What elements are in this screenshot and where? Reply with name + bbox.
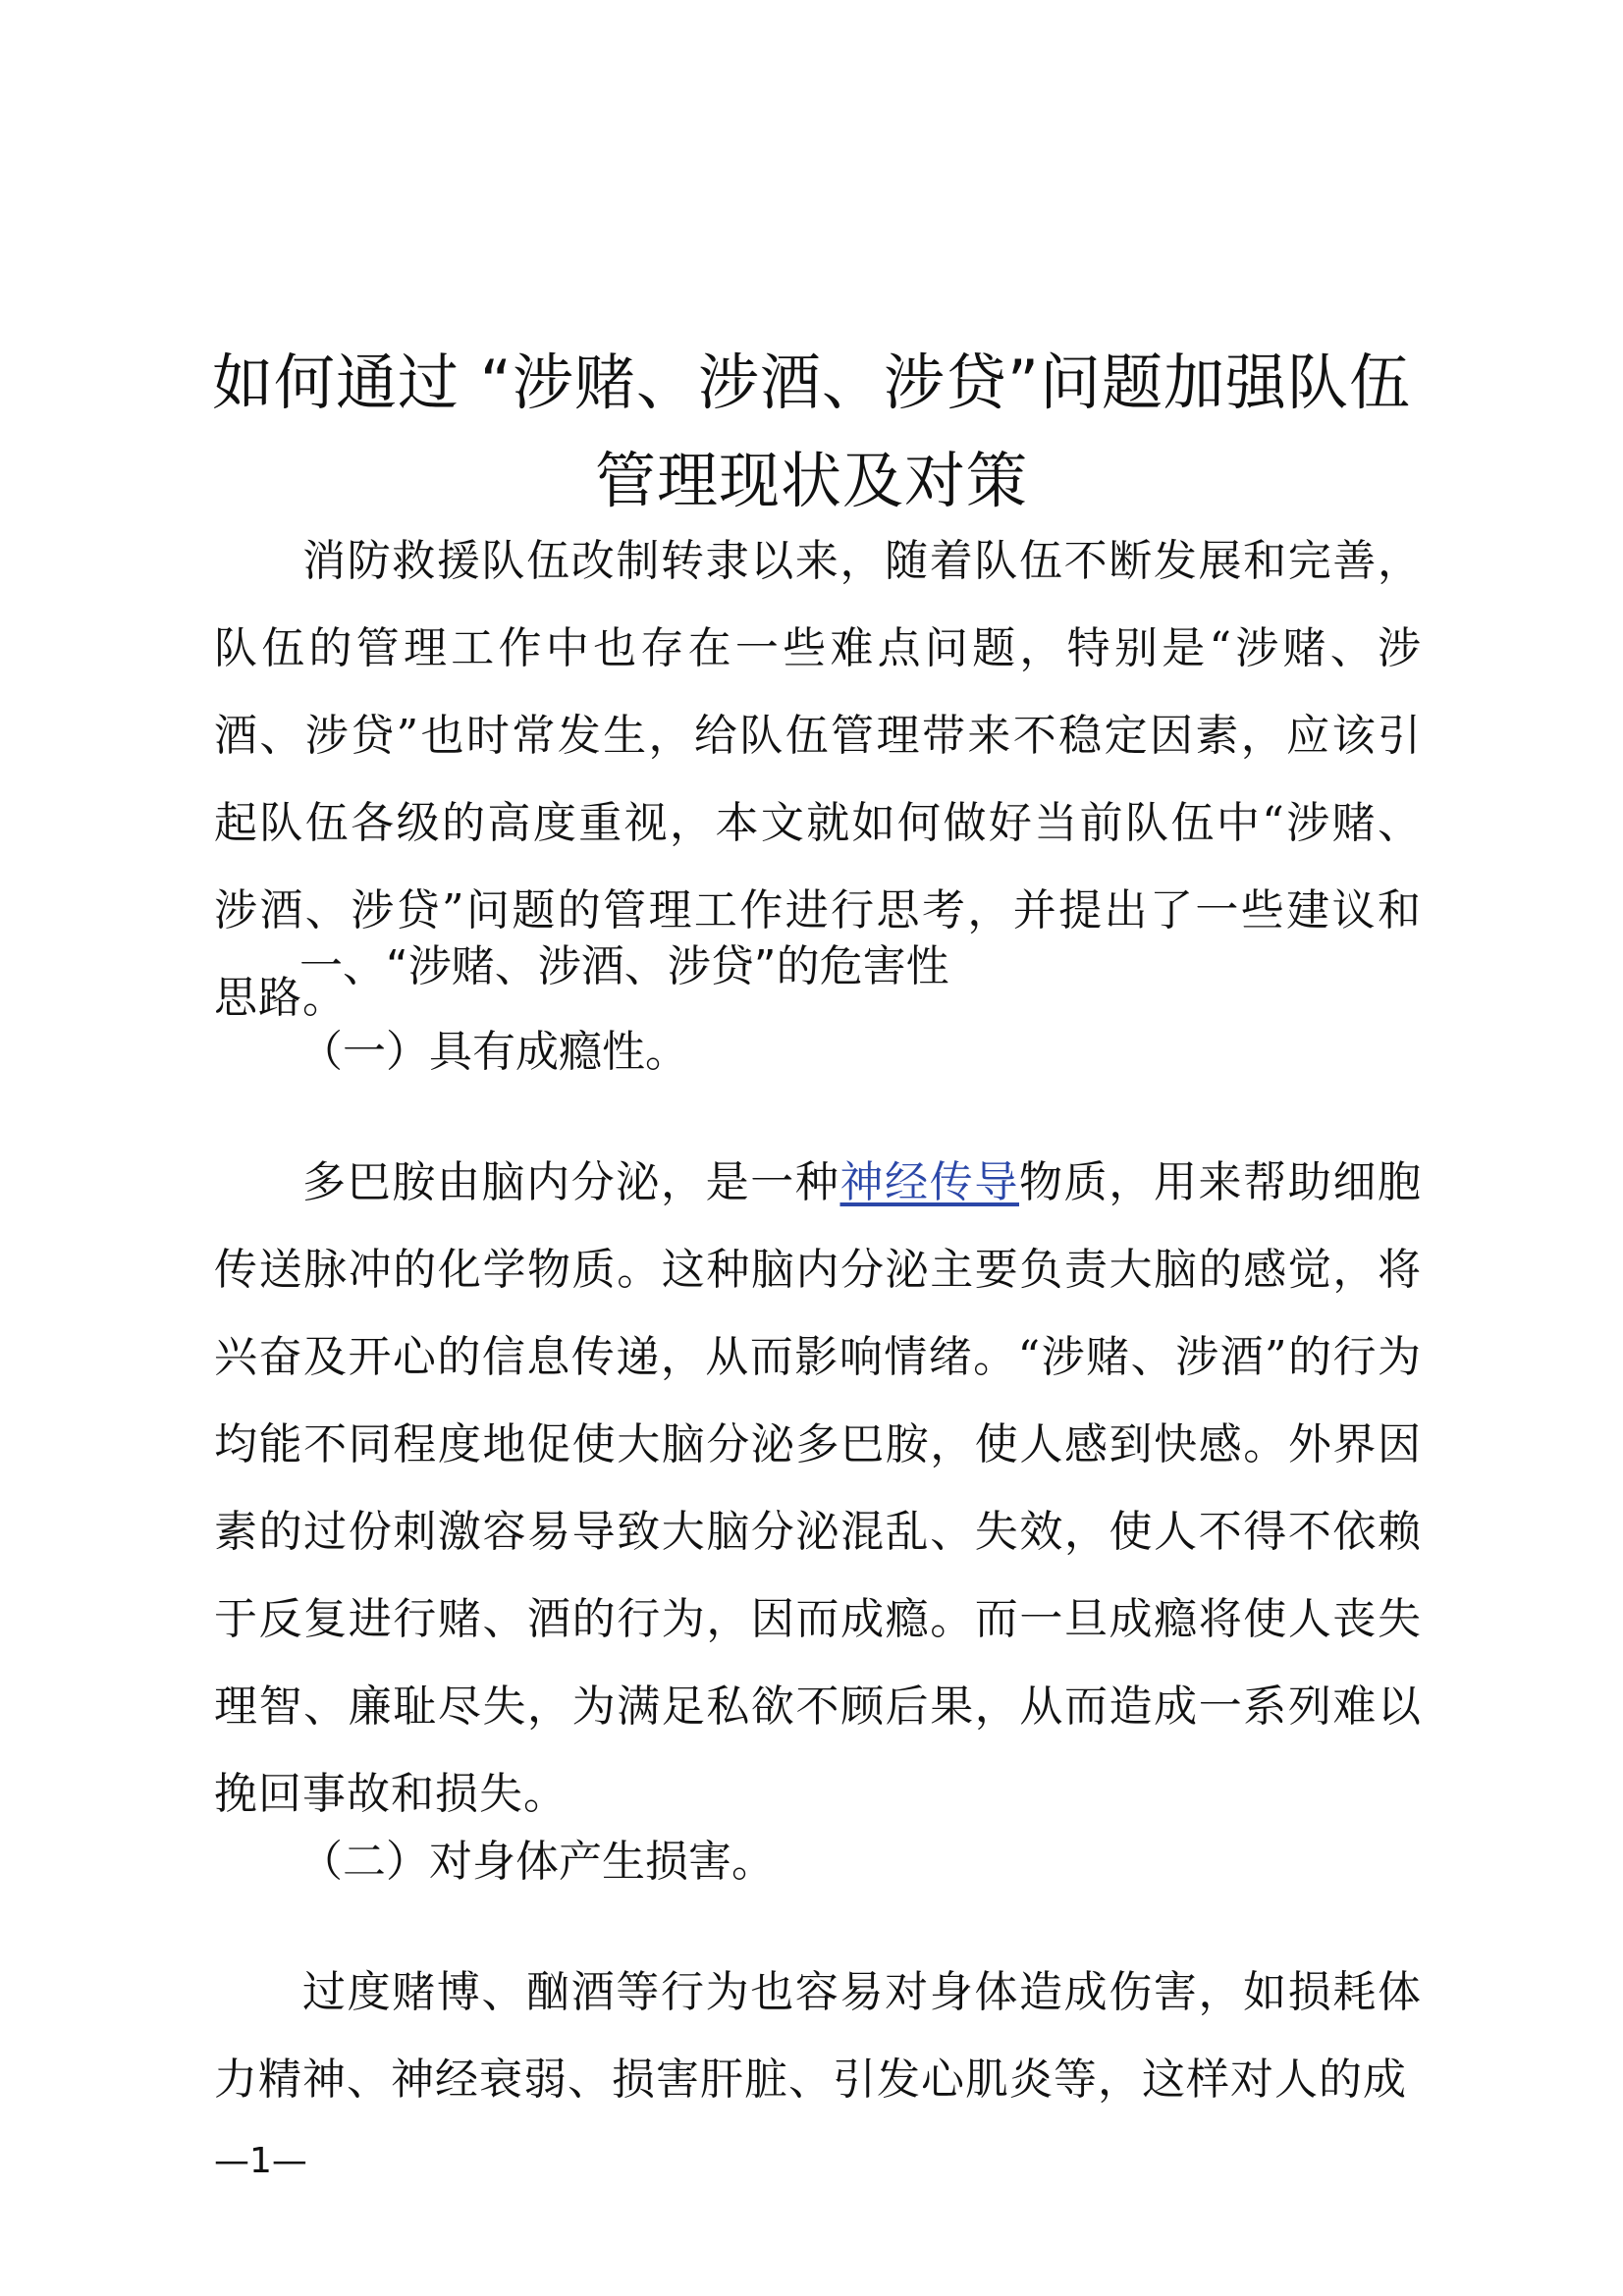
document-title: 如何通过 “涉赌、涉酒、涉贷”问题加强队伍管理现状及对策 xyxy=(212,347,1411,516)
subsection-heading-1: （一）具有成瘾性。 xyxy=(299,1027,688,1077)
intro-paragraph: 消防救援队伍改制转隶以来，随着队伍不断发展和完善，队伍的管理工作中也存在一些难点问题，特别是“涉赌、涉酒、涉贷”也时常发生，给队伍管理带来不稳定因素，应该引起队伍各级的高度重视，本文就如何做好当前队伍中“涉赌、涉酒、涉贷”问题的管理工作进行思考，并提出了一些建议和思路。 xyxy=(214,536,1422,1023)
section-heading-1: 一、“涉赌、涉酒、涉贷”的危害性 xyxy=(299,941,949,991)
paragraph-text-after-link: 物质，用来帮助细胞传送脉冲的化学物质。这种脑内分泌主要负责大脑的感觉，将兴奋及开心的信息传递，从而影响情绪。“涉赌、涉酒”的行为均能不同程度地促使大脑分泌多巴胺，使人感到快感。外界因素的过份刺激容易导致大脑分泌混乱、失效，使人不得不依赖于反复进行赌、酒的行为，因而成瘾。而一旦成瘾将使人丧失理智、廉耻尽失，为满足私欲不顾后果，从而造成一系列难以挽回事故和损失。 xyxy=(214,1157,1422,1819)
addiction-paragraph xyxy=(214,1139,1422,1838)
page-number: —1— xyxy=(214,2141,307,2181)
paragraph-text-before-link: 多巴胺由脑内分泌，是一种 xyxy=(302,1157,840,1207)
body-damage-paragraph: 过度赌博、酗酒等行为也容易对身体造成伤害，如损耗体力精神、神经衰弱、损害肝脏、引发心肌炎等，这样对人的成 xyxy=(214,1967,1422,2105)
subsection-heading-2: （二）对身体产生损害。 xyxy=(299,1837,775,1887)
neurotransmission-link[interactable]: 神经传导 xyxy=(839,1157,1019,1207)
